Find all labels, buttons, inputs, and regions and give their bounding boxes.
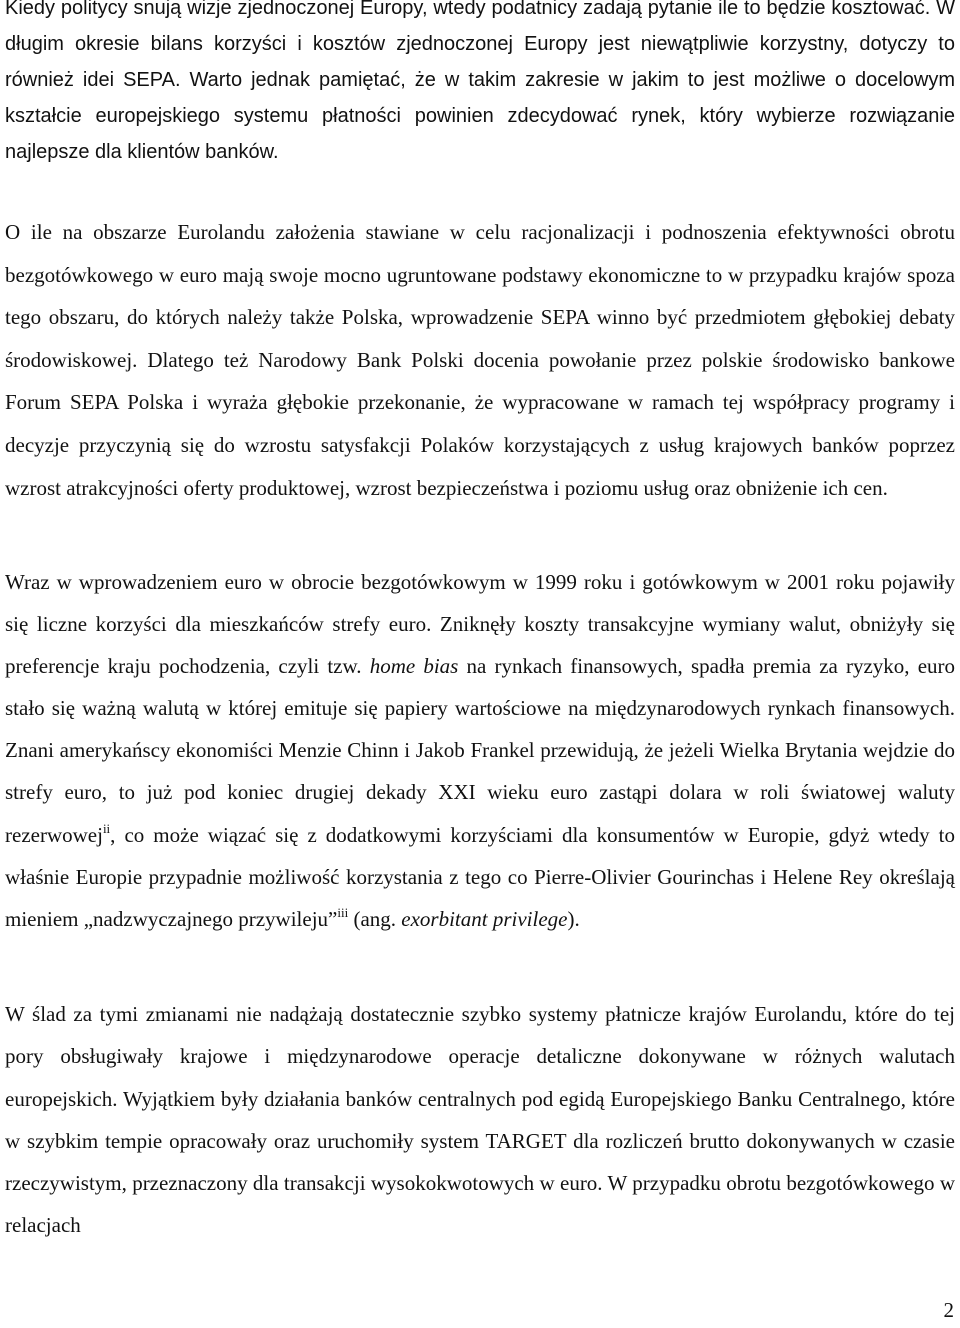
footnote-marker-iii[interactable]: iii	[337, 904, 349, 920]
paragraph-eurozone-efficiency: O ile na obszarze Eurolandu założenia stawiane w celu racjonalizacji i podnoszenia efektywności obrotu bezgotówkowego w euro mają swoje mocno ugruntowane podstawy ekonomiczne to w przypadku krajów spoza tego obszaru, do których należy także Polska, wprowadzenie SEPA winno być przedmiotem głębokiej debaty środowiskowej. Dlatego też Narodowy Bank Polski docenia powołanie przez polskie środowisko bankowe Forum SEPA Polska i wyraża głębokie przekonanie, że wypracowane w ramach tej współpracy programy i decyzje przyczynią się do wzrostu satysfakcji Polaków korzystających z usług krajowych banków poprzez wzrost atrakcyjności oferty produktowej, wzrost bezpieczeństwa i poziomu usług oraz obniżenie ich cen.	[5, 220, 955, 500]
text-segment: Wraz w wprowadzeniem euro w obrocie bezgotówkowym w 1999 roku i gotówkowym w 2001 roku pojawiły się liczne korzyści dla mieszkańców strefy euro. Zniknęły koszty transakcyjne wymiany walut, obniżyły się preferencje kraju pochodzenia, czyli tzw.	[5, 570, 955, 679]
italic-term-exorbitant-privilege: exorbitant privilege	[401, 906, 568, 931]
text-segment: , co może wiązać się z dodatkowymi korzyściami dla konsumentów w Europie, gdyż wtedy to właśnie Europie przypadnie możliwość korzystania z tego co Pierre-Olivier Gourinchas i Helene Rey określają mieniem „nadzwyczajnego przywileju”	[5, 822, 955, 931]
paragraph-intro: Kiedy politycy snują wizje zjednoczonej Europy, wtedy podatnicy zadają pytanie ile to będzie kosztować. W długim okresie bilans korzyści i kosztów zjednoczonej Europy jest niewątpliwie korzystny, dotyczy to również idei SEPA. Warto jednak pamiętać, że w takim zakresie w jakim to jest możliwe o docelowym kształcie europejskiego systemu płatności powinien zdecydować rynek, który wybierze rozwiązanie najlepsze dla klientów banków.	[5, 0, 955, 163]
footnote-marker-ii[interactable]: ii	[102, 820, 111, 836]
text-segment: na rynkach finansowych, spadła premia za ryzyko, euro stało się ważną walutą w której emituje się papiery wartościowe na międzynarodowych rynkach finansowych. Znani amerykańscy ekonomiści Menzie Chinn i Jakob Frankel przewidują, że jeżeli Wielka Brytania wejdzie do strefy euro, to już pod koniec drugiej dekady XXI wieku euro zastąpi dolara w roli światowej waluty rezerwowej	[5, 654, 956, 847]
text-segment: (ang.	[348, 906, 402, 931]
italic-term-home-bias: home bias	[369, 654, 459, 679]
text-segment: ).	[567, 906, 580, 931]
page-number: 2	[943, 1298, 954, 1322]
paragraph-payment-systems: W ślad za tymi zmianami nie nadążają dostatecznie szybko systemy płatnicze krajów Eurolandu, które do tej pory obsługiwały krajowe i międzynarodowe operacje detaliczne dokonywane w różnych walutach europejskich. Wyjątkiem były działania banków centralnych pod egidą Europejskiego Banku Centralnego, które w szybkim tempie opracowały oraz uruchomiły system TARGET dla rozliczeń brutto dokonywanych w czasie rzeczywistym, przeznaczony dla transakcji wysokokwotowych w euro. W przypadku obrotu bezgotówkowego w relacjach	[5, 1002, 955, 1238]
paragraph-euro-benefits	[5, 561, 955, 940]
